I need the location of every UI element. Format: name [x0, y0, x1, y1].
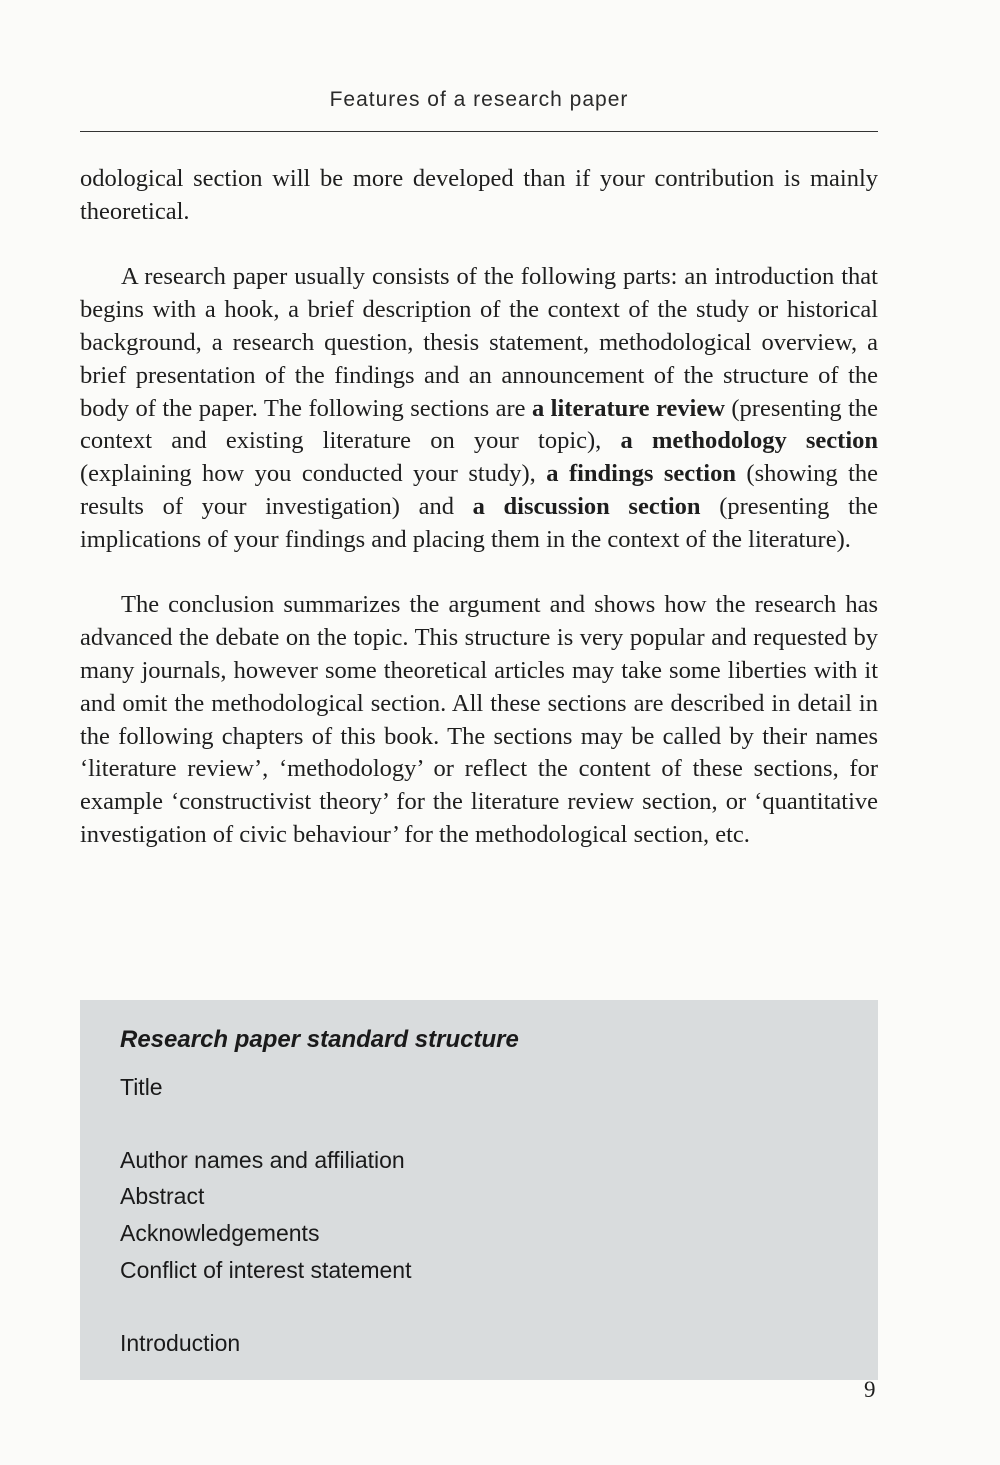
paragraph-2	[80, 261, 878, 556]
paragraph-2-text: (presenting the context and existing literature on your topic),	[80, 394, 879, 455]
paragraph-1: odological section will be more developed than if your contribution is mainly theoretical.	[80, 165, 878, 225]
box-item-abstract: Abstract	[120, 1183, 205, 1210]
structure-box	[80, 1000, 878, 1380]
paragraph-2-text: (presenting the implications of your findings and placing them in the context of the literature).	[80, 492, 878, 553]
term-discussion-section: a discussion section	[472, 492, 701, 520]
box-item-acknowledgements: Acknowledgements	[120, 1219, 320, 1246]
page-number: 9	[864, 1377, 876, 1402]
term-methodology-section: a methodology section	[620, 427, 879, 455]
term-literature-review: a literature review	[531, 394, 725, 422]
term-findings-section: a findings section	[546, 460, 736, 488]
running-header: Features of a research paper	[329, 88, 629, 111]
paragraph-3: The conclusion summarizes the argument and shows how the research has advanced the debate on the topic. This structure is very popular and requested by many journals, however some theoretical articles may take some liberties with it and omit the methodological section. All these sections are described in detail in the following chapters of this book. The sections may be called by their names ‘literature review’, ‘methodology’ or reflect the content of these sections, for example ‘constructivist theory’ for the literature review section, or ‘quantitative investigation of civic behaviour’ for the methodological section, etc.	[80, 591, 878, 848]
header-rule	[80, 131, 878, 132]
paragraph-2-text: A research paper usually consists of the following parts: an introduction that begins with a hook, a brief description of the context of the study or historical background, a research question, thesis statement, methodological overview, a brief presentation of the findings and an announcement of the structure of the body of the paper. The following sections are	[80, 263, 878, 422]
body-text	[80, 163, 878, 852]
box-item-author-names: Author names and affiliation	[120, 1146, 405, 1173]
box-item-title: Title	[120, 1073, 163, 1100]
paragraph-2-text: (explaining how you conducted your study),	[80, 460, 547, 488]
box-item-conflict-statement: Conflict of interest statement	[120, 1256, 412, 1283]
box-title: Research paper standard structure	[120, 1026, 519, 1053]
box-item-introduction: Introduction	[120, 1329, 241, 1356]
paragraph-2-text: (showing the results of your investigation) and	[80, 460, 879, 520]
